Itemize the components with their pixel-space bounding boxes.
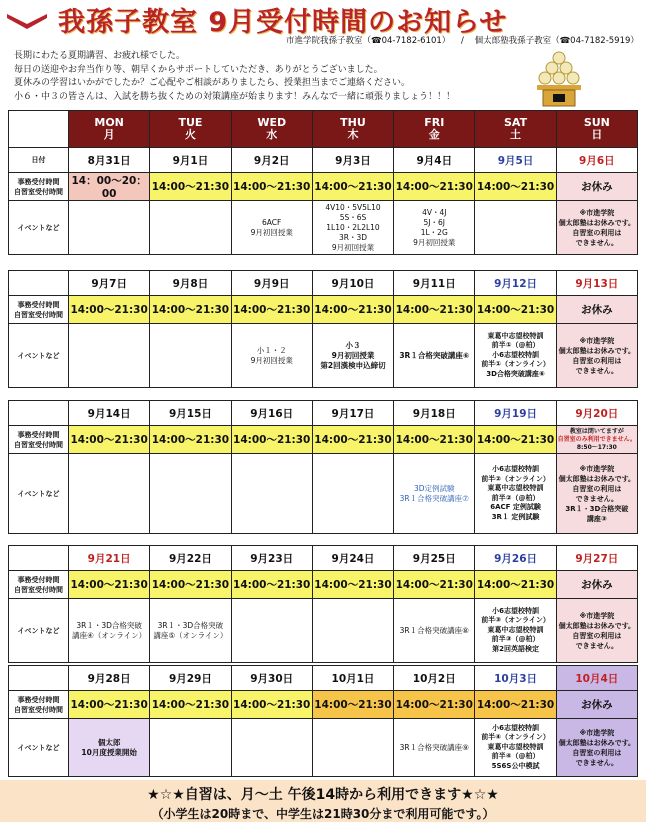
date-cell: 9月15日 (150, 401, 231, 426)
closed-cell: お休み (556, 691, 637, 719)
time-row (9, 173, 638, 201)
schedule-week-1 (8, 110, 638, 255)
corner-cell (9, 271, 69, 296)
event-cell: 3R１合格突破講座⑧ (394, 599, 475, 663)
date-cell: 9月20日 (556, 401, 637, 426)
time-cell: 14:00～21:30 (475, 571, 556, 599)
date-cell: 9月14日 (69, 401, 150, 426)
time-cell: 14:00～21:30 (394, 173, 475, 201)
date-cell: 9月6日 (556, 148, 637, 173)
time-cell: 14:00～21:30 (312, 691, 393, 719)
closed-cell: お休み (556, 571, 637, 599)
date-cell: 9月23日 (231, 546, 312, 571)
intro-line: 小６・中３の皆さんは、入試を勝ち抜くための対策講座が始まります！みんなで一緒に頑張りましょう！！！ (14, 91, 456, 102)
date-cell: 9月27日 (556, 546, 637, 571)
date-cell: 9月26日 (475, 546, 556, 571)
event-cell (231, 719, 312, 777)
time-cell: 14:00～21:30 (150, 571, 231, 599)
date-cell: 9月25日 (394, 546, 475, 571)
time-cell: 14:00～21:30 (312, 296, 393, 324)
time-row (9, 691, 638, 719)
time-cell: 14:00～21:30 (150, 173, 231, 201)
time-cell: 14:00～21:30 (231, 571, 312, 599)
time-cell: 14：00～20：00 (69, 173, 150, 201)
event-label: イベントなど (9, 201, 69, 255)
time-cell: 14:00～21:30 (69, 571, 150, 599)
closed-note: ※市進学院 個太郎塾はお休みです。 自習室の利用は できません。 (556, 719, 637, 777)
time-cell: 14:00～21:30 (394, 296, 475, 324)
event-cell (150, 719, 231, 777)
event-cell (312, 454, 393, 534)
contact-kotaro: 個太郎塾我孫子教室（☎04-7182-5919） (474, 36, 639, 46)
intro-line: 毎日の送迎やお弁当作り等、朝早くからサポートしていただき、ありがとうございました。 (14, 64, 383, 75)
schedule-week-4 (8, 545, 638, 663)
corner-cell (9, 666, 69, 691)
closed-note: ※市進学院 個太郎塾はお休みです。 自習室の利用は できません。 (556, 599, 637, 663)
event-row (9, 324, 638, 388)
event-row (9, 454, 638, 534)
date-cell: 9月4日 (394, 148, 475, 173)
date-cell: 9月13日 (556, 271, 637, 296)
time-cell: 14:00～21:30 (69, 296, 150, 324)
date-cell: 8月31日 (69, 148, 150, 173)
time-cell: 14:00～21:30 (475, 426, 556, 454)
header (0, 0, 646, 44)
date-cell: 9月9日 (231, 271, 312, 296)
event-cell: 3R１・3D合格突破 講座④（オンライン） (69, 599, 150, 663)
time-cell: 14:00～21:30 (231, 296, 312, 324)
time-cell: 14:00～21:30 (394, 571, 475, 599)
date-cell: 10月4日 (556, 666, 637, 691)
closed-cell: お休み (556, 296, 637, 324)
schedule-week-2 (8, 270, 638, 388)
time-row (9, 426, 638, 454)
date-cell: 9月21日 (69, 546, 150, 571)
sunday-note-line: 自習室のみ利用できません。 (557, 435, 637, 443)
event-cell: 小6志望校特訓 前半③（オンライン） 東葛中志望校特訓 前半③（@柏） 第2回英語検定 (475, 599, 556, 663)
footer-line-2: （小学生は20時まで、中学生は21時30分まで利用可能です。） (151, 807, 495, 821)
school-logo-icon (6, 12, 48, 30)
reception-label: 事務受付時間 自習室受付時間 (9, 691, 69, 719)
time-cell: 14:00～21:30 (150, 426, 231, 454)
event-cell (150, 454, 231, 534)
event-cell: 3R１・3D合格突破 講座⑤（オンライン） (150, 599, 231, 663)
event-cell: 4V10・5V5L10 5S・6S 1L10・2L2L10 3R・3D 9月初回授業 (312, 201, 393, 255)
date-cell: 10月1日 (312, 666, 393, 691)
day-sun: SUN 日 (556, 111, 637, 148)
sunday-note-line: 教室は閉いてますが (569, 427, 624, 435)
time-cell: 14:00～21:30 (475, 173, 556, 201)
event-cell (231, 599, 312, 663)
date-cell: 9月5日 (475, 148, 556, 173)
date-cell: 9月19日 (475, 401, 556, 426)
corner-cell (9, 401, 69, 426)
date-cell: 9月10日 (312, 271, 393, 296)
event-label: イベントなど (9, 324, 69, 388)
contact-ichishin: 市進学院我孫子教室（☎04-7182-6101） (286, 36, 451, 46)
contact-info (286, 34, 646, 46)
event-cell: 6ACF 9月初回授業 (231, 201, 312, 255)
time-cell: 14:00～21:30 (69, 426, 150, 454)
date-cell: 9月17日 (312, 401, 393, 426)
time-cell: 14:00～21:30 (475, 296, 556, 324)
event-label: イベントなど (9, 454, 69, 534)
event-cell (150, 201, 231, 255)
event-cell (69, 324, 150, 388)
closed-cell: お休み (556, 173, 637, 201)
date-cell: 9月8日 (150, 271, 231, 296)
date-row (9, 271, 638, 296)
day-sat: SAT 土 (475, 111, 556, 148)
event-cell (312, 719, 393, 777)
day-tue: TUE 火 (150, 111, 231, 148)
time-cell: 14:00～21:30 (475, 691, 556, 719)
event-cell: 東葛中志望校特訓 前半①（@柏） 小6志望校特訓 前半①（オンライン） 3D合格突破講座⑥ (475, 324, 556, 388)
footer-notice (88, 784, 558, 822)
day-thu: THU 木 (312, 111, 393, 148)
event-cell: 3R１合格突破講座⑥ (394, 324, 475, 388)
date-cell: 10月2日 (394, 666, 475, 691)
date-cell: 9月24日 (312, 546, 393, 571)
reception-label: 事務受付時間 自習室受付時間 (9, 571, 69, 599)
event-label: イベントなど (9, 719, 69, 777)
time-row (9, 571, 638, 599)
time-cell: 14:00～21:30 (312, 173, 393, 201)
date-cell: 9月18日 (394, 401, 475, 426)
date-cell: 9月7日 (69, 271, 150, 296)
day-fri: FRI 金 (394, 111, 475, 148)
tsukimi-dango-icon (531, 48, 587, 108)
closed-note: ※市進学院 個太郎塾はお休みです。 自習室の利用は できません。 (556, 324, 637, 388)
closed-note: ※市進学院 個太郎塾はお休みです。 自習室の利用は できません。 (556, 201, 637, 255)
sunday-note-line: 8:50～17:30 (576, 443, 617, 451)
date-cell: 9月3日 (312, 148, 393, 173)
date-cell: 9月16日 (231, 401, 312, 426)
time-cell: 14:00～21:30 (69, 691, 150, 719)
day-wed: WED 水 (231, 111, 312, 148)
time-cell: 14:00～21:30 (231, 173, 312, 201)
event-label: イベントなど (9, 599, 69, 663)
reception-label: 事務受付時間 自習室受付時間 (9, 296, 69, 324)
intro-line: 夏休みの学習はいかがでしたか？ご心配やご相談がありましたら、授業担当までご連絡ください。 (14, 78, 411, 88)
event-cell: 個太郎 10月度授業開始 (69, 719, 150, 777)
event-cell: 小３ 9月初回授業 第2回漢検申込締切 (312, 324, 393, 388)
intro-text (14, 50, 534, 104)
event-cell: 3D定例試験 3R１合格突破講座⑦ (394, 454, 475, 534)
event-cell: 小6志望校特訓 前半④（オンライン） 東葛中志望校特訓 前半④（@柏） 5S6S公中模試 (475, 719, 556, 777)
date-label: 日付 (9, 148, 69, 173)
date-cell: 9月11日 (394, 271, 475, 296)
event-row (9, 599, 638, 663)
corner-cell (9, 546, 69, 571)
date-row (9, 401, 638, 426)
event-cell: 小１・２ 9月初回授業 (231, 324, 312, 388)
date-row (9, 148, 638, 173)
date-cell: 9月30日 (231, 666, 312, 691)
event-row (9, 719, 638, 777)
date-cell: 9月28日 (69, 666, 150, 691)
closed-note: ※市進学院 個太郎塾はお休みです。 自習室の利用は できません。 3R１・3D合格突破 講座③ (556, 454, 637, 534)
time-cell: 14:00～21:30 (150, 691, 231, 719)
date-row (9, 666, 638, 691)
time-cell: 14:00～21:30 (312, 426, 393, 454)
event-cell (231, 454, 312, 534)
time-row (9, 296, 638, 324)
footer-line-1: ★☆★自習は、月～土 午後14時から利用できます★☆★ (147, 787, 499, 803)
date-cell: 9月2日 (231, 148, 312, 173)
reception-label: 事務受付時間 自習室受付時間 (9, 426, 69, 454)
date-cell: 10月3日 (475, 666, 556, 691)
event-cell (475, 201, 556, 255)
reception-label: 事務受付時間 自習室受付時間 (9, 173, 69, 201)
date-cell: 9月29日 (150, 666, 231, 691)
event-cell: 小6志望校特訓 前半②（オンライン） 東葛中志望校特訓 前半②（@柏） 6ACF 定例試験 3R１ 定例試験 (475, 454, 556, 534)
event-cell (312, 599, 393, 663)
event-cell (69, 201, 150, 255)
intro-line: 長期にわたる夏期講習、お疲れ様でした。 (14, 51, 186, 61)
day-mon: MON 月 (69, 111, 150, 148)
date-row (9, 546, 638, 571)
page-title: 我孫子教室 9月受付時間のお知らせ (58, 7, 508, 38)
time-cell: 14:00～21:30 (312, 571, 393, 599)
date-cell: 9月22日 (150, 546, 231, 571)
date-cell: 9月12日 (475, 271, 556, 296)
time-cell: 14:00～21:30 (231, 691, 312, 719)
event-row (9, 201, 638, 255)
schedule-week-3 (8, 400, 638, 534)
time-cell: 14:00～21:30 (394, 691, 475, 719)
event-cell (150, 324, 231, 388)
corner-cell (9, 111, 69, 148)
contact-separator: / (461, 36, 464, 46)
date-cell: 9月1日 (150, 148, 231, 173)
schedule-week-5 (8, 665, 638, 777)
event-cell: 3R１合格突破講座⑨ (394, 719, 475, 777)
sunday-open-note (556, 426, 637, 454)
event-cell (69, 454, 150, 534)
time-cell: 14:00～21:30 (150, 296, 231, 324)
time-cell: 14:00～21:30 (231, 426, 312, 454)
day-header-row (9, 111, 638, 148)
time-cell: 14:00～21:30 (394, 426, 475, 454)
event-cell: 4V・4J 5J・6J 1L・2G 9月初回授業 (394, 201, 475, 255)
